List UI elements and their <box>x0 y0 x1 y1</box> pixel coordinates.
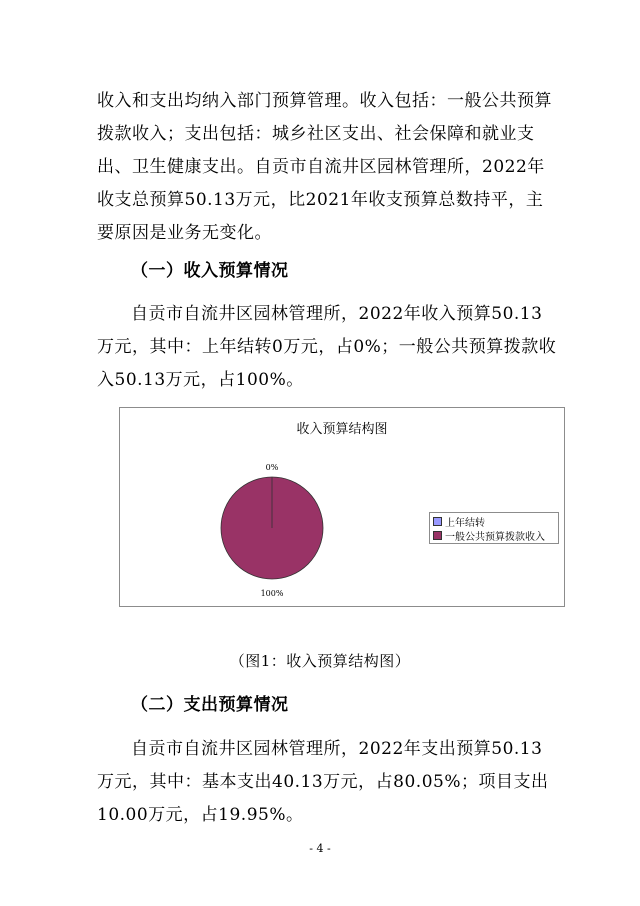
expense-paragraph-text: 自贡市自流井区园林管理所，2022年支出预算50.13万元，其中：基本支出40.13万元，占80.05%；项目支出10.00万元，占19.95%。 <box>97 739 549 825</box>
legend-label-carryover: 上年结转 <box>445 517 485 529</box>
income-heading: （一）收入预算情况 <box>131 261 289 281</box>
chart-title: 收入预算结构图 <box>296 422 388 437</box>
legend-item-carryover <box>433 514 555 528</box>
chart-legend <box>429 512 559 544</box>
legend-swatch-general-budget <box>433 531 442 540</box>
pie-svg <box>120 408 564 606</box>
legend-swatch-carryover <box>433 517 442 526</box>
legend-label-general-budget: 一般公共预算拨款收入 <box>445 531 545 543</box>
income-paragraph <box>97 298 557 397</box>
income-pie-chart <box>119 407 565 607</box>
page-number: - 4 - <box>309 842 331 855</box>
expense-paragraph <box>97 733 557 832</box>
figure-caption: （图1：收入预算结构图） <box>229 652 411 670</box>
pie-label-0: 0% <box>265 463 279 472</box>
expense-heading: （二）支出预算情况 <box>131 695 289 715</box>
pie-label-1: 100% <box>260 589 284 598</box>
intro-paragraph: 收入和支出均纳入部门预算管理。收入包括：一般公共预算拨款收入；支出包括：城乡社区支出、社会保障和就业支出、卫生健康支出。自贡市自流井区园林管理所，2022年收支总预算50.13万元，比2021年收支预算总数持平，主要原因是业务无变化。 <box>97 91 552 243</box>
legend-item-general-budget <box>433 528 555 542</box>
income-paragraph-text: 自贡市自流井区园林管理所，2022年收入预算50.13万元，其中：上年结转0万元，占0%；一般公共预算拨款收入50.13万元，占100%。 <box>97 304 557 390</box>
